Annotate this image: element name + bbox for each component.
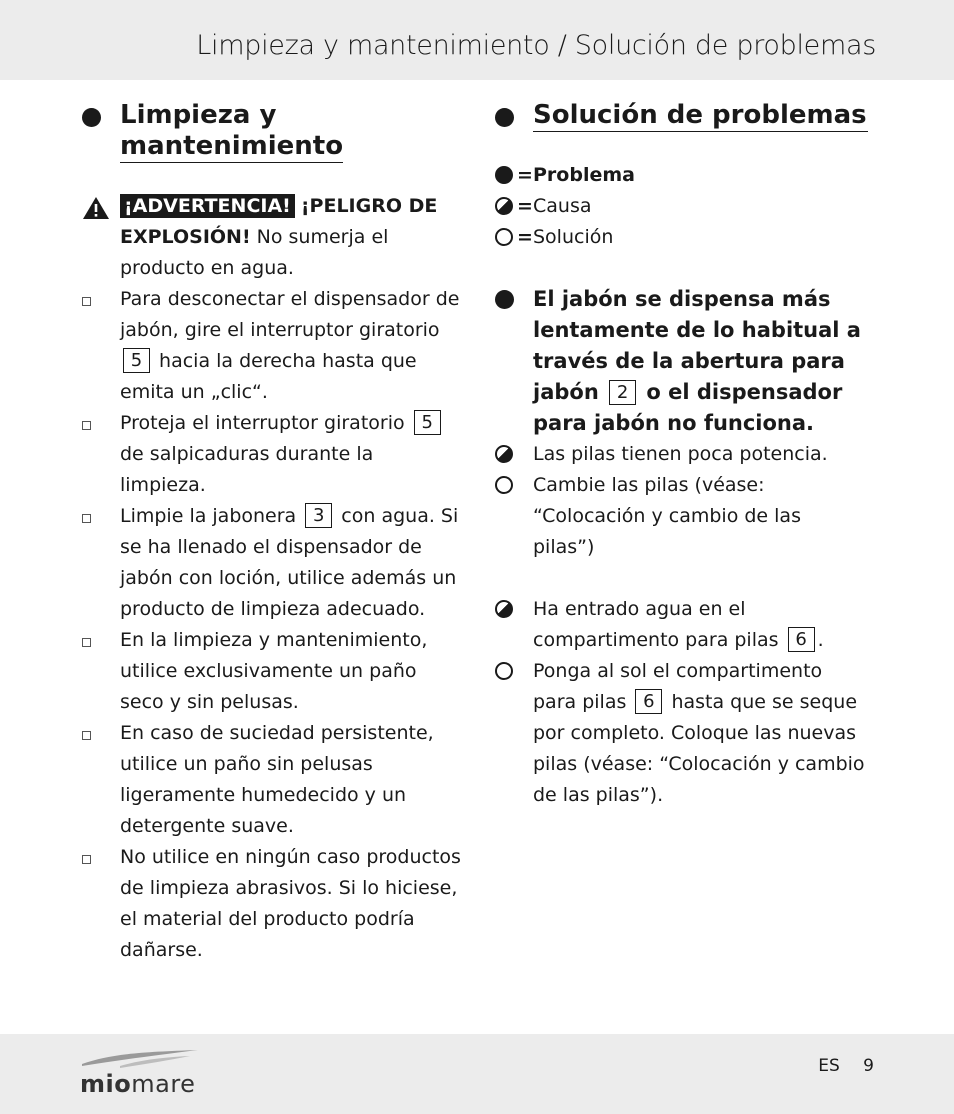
cause-symbol-icon <box>495 197 513 215</box>
list-item: En la limpieza y mantenimiento, utilice exclusivamente un paño seco y sin pelusas. <box>80 625 465 718</box>
part-reference: 3 <box>305 503 332 528</box>
troubleshooting-column <box>493 100 868 811</box>
section-dot-icon <box>82 108 101 127</box>
problem-symbol-icon <box>495 166 513 184</box>
problem-item: El jabón se dispensa más lentamente de lo habitual a través de la abertura para jabón 2 o el dispensador para jabón no funciona. <box>493 284 868 439</box>
warning-triangle-icon <box>82 196 110 220</box>
header-band <box>0 0 954 80</box>
list-item: No utilice en ningún caso productos de limpieza abrasivos. Si lo hiciese, el material del producto podría dañarse. <box>80 842 465 966</box>
legend <box>493 160 868 253</box>
bullet-square-icon <box>82 514 91 523</box>
bullet-square-icon <box>82 638 91 647</box>
part-reference: 6 <box>635 689 662 714</box>
solution-symbol-icon <box>495 228 513 246</box>
cleaning-title: Limpieza y mantenimiento <box>120 100 344 161</box>
part-reference: 5 <box>414 410 441 435</box>
solution-item: Ponga al sol el compartimento para pilas 6 hasta que se seque por completo. Coloque las nuevas pilas (véase: “Colocación y cambio de las pilas”). <box>493 656 868 811</box>
warning-label: ¡ADVERTENCIA! <box>120 194 295 218</box>
cleaning-column <box>80 100 465 966</box>
part-reference: 5 <box>123 348 150 373</box>
list-item: En caso de suciedad persistente, utilice un paño sin pelusas ligeramente humedecido y un detergente suave. <box>80 718 465 842</box>
page-info <box>818 1056 874 1076</box>
legend-row-cause: = Causa <box>493 191 868 222</box>
miomare-logo: miomare <box>80 1048 200 1098</box>
part-reference: 6 <box>788 627 815 652</box>
bullet-square-icon <box>82 421 91 430</box>
legend-row-problem: = Problema <box>493 160 868 191</box>
solution-symbol-icon <box>495 662 513 680</box>
cause-symbol-icon <box>495 445 513 463</box>
list-item: Proteja el interruptor giratorio 5 de salpicaduras durante la limpieza. <box>80 408 465 501</box>
cause-item: Ha entrado agua en el compartimento para pilas 6 . <box>493 594 868 656</box>
problem-symbol-icon <box>495 290 514 309</box>
language-code: ES <box>818 1056 840 1076</box>
bullet-square-icon <box>82 855 91 864</box>
warning-text: No sumerja el producto en agua. <box>120 226 389 279</box>
section-dot-icon <box>495 108 514 127</box>
warning-bold-text: ¡PELIGRO DE EXPLOSIÓN! <box>120 195 438 248</box>
list-item: Para desconectar el dispensador de jabón, gire el interruptor giratorio 5 hacia la derecha hasta que emita un „clic“. <box>80 284 465 408</box>
cause-symbol-icon <box>495 600 513 618</box>
troubleshooting-title: Solución de problemas <box>533 100 867 130</box>
cause-item: Las pilas tienen poca potencia. <box>493 439 868 470</box>
list-item: Limpie la jabonera 3 con agua. Si se ha llenado el dispensador de jabón con loción, utilice además un producto de limpieza adecuado. <box>80 501 465 625</box>
page-title: Limpieza y mantenimiento / Solución de problemas <box>196 30 876 61</box>
warning-block <box>80 191 465 284</box>
part-reference: 2 <box>609 380 636 405</box>
page-number: 9 <box>863 1056 874 1076</box>
logo-swoosh-icon <box>80 1048 200 1072</box>
solution-item: Cambie las pilas (véase: “Colocación y cambio de las pilas”) <box>493 470 868 563</box>
solution-symbol-icon <box>495 476 513 494</box>
troubleshooting-heading <box>493 100 868 132</box>
bullet-square-icon <box>82 731 91 740</box>
legend-row-solution: = Solución <box>493 222 868 253</box>
cleaning-heading <box>80 100 465 163</box>
bullet-square-icon <box>82 297 91 306</box>
